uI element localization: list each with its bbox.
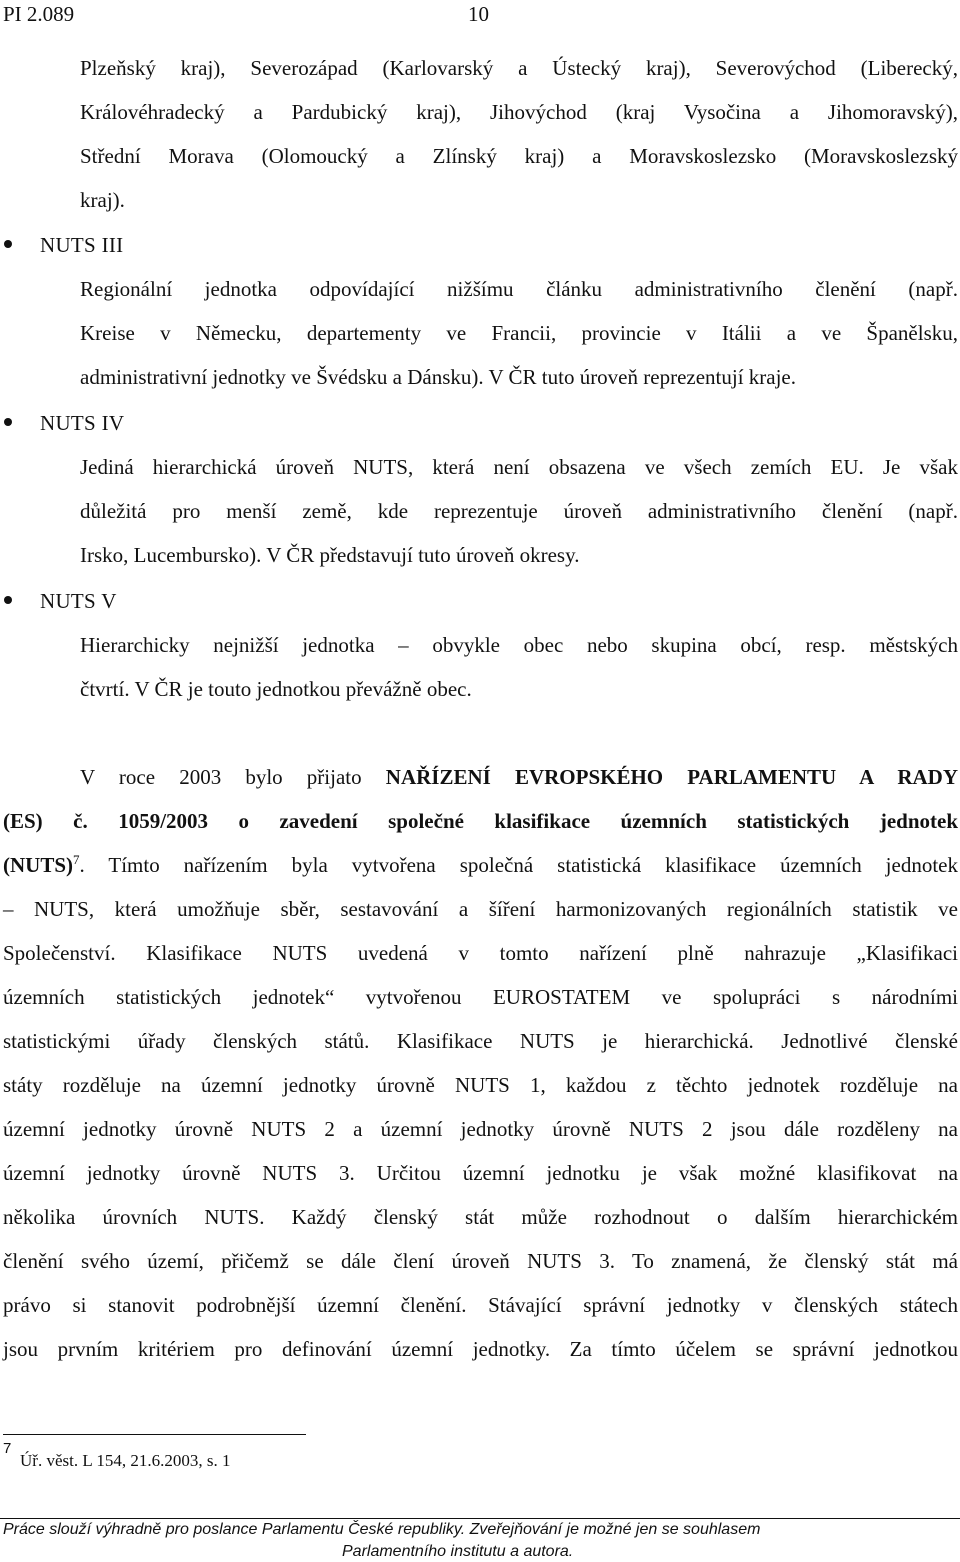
nuts3-line: administrativní jednotky ve Švédsku a Dánsku). V ČR tuto úroveň reprezentují kraje. xyxy=(80,365,796,389)
main-line-3-text: . Tímto nařízením byla vytvořena společná statistická klasifikace územních jednotek xyxy=(79,853,958,877)
main-line-1 xyxy=(80,767,958,788)
nuts5-title: NUTS V xyxy=(40,589,117,613)
footnote-text: Úř. věst. L 154, 21.6.2003, s. 1 xyxy=(20,1451,231,1470)
nuts4-line: Jediná hierarchická úroveň NUTS, která není obsazena ve všech zemích EU. Je však xyxy=(80,455,958,479)
nuts4-line: důležitá pro menší země, kde reprezentuje úroveň administrativního členění (např. xyxy=(80,499,958,523)
nuts3-line: Kreise v Německu, departementy ve Francii, provincie v Itálii a ve Španělsku, xyxy=(80,321,958,345)
intro-line: Střední Morava (Olomoucký a Zlínský kraj) a Moravskoslezsko (Moravskoslezský xyxy=(80,144,958,168)
nuts4-title: NUTS IV xyxy=(40,411,125,435)
regulation-title-cont: (ES) č. 1059/2003 o zavedení společné klasifikace územních statistických jednotek xyxy=(3,809,958,833)
main-line: – NUTS, která umožňuje sběr, sestavování a šíření harmonizovaných regionálních statistik ve xyxy=(3,897,958,921)
main-line: Společenství. Klasifikace NUTS uvedená v tomto nařízení plně nahrazuje „Klasifikaci xyxy=(3,941,958,965)
nuts3-line: Regionální jednotka odpovídající nižšímu článku administrativního členění (např. xyxy=(80,277,958,301)
bullet-icon xyxy=(4,596,12,604)
footnote-divider xyxy=(3,1434,306,1435)
document-code: PI 2.089 xyxy=(3,2,75,26)
footer-line-1: Práce slouží výhradně pro poslance Parlamentu České republiky. Zveřejňování je možné jen se souhlasem xyxy=(3,1521,761,1538)
intro-line: Plzeňský kraj), Severozápad (Karlovarský a Ústecký kraj), Severovýchod (Liberecký, xyxy=(80,56,958,80)
main-line: územních statistických jednotek“ vytvořenou EUROSTATEM ve spolupráci s národními xyxy=(3,985,958,1009)
regulation-title-end: (NUTS) xyxy=(3,853,74,877)
main-line-3 xyxy=(3,852,958,877)
footer-line-2: Parlamentního institutu a autora. xyxy=(342,1543,574,1560)
nuts4-line: Irsko, Lucembursko). V ČR představují tuto úroveň okresy. xyxy=(80,543,580,567)
page-number: 10 xyxy=(468,2,489,26)
bullet-icon xyxy=(4,240,12,248)
regulation-title: NAŘÍZENÍ EVROPSKÉHO PARLAMENTU A RADY xyxy=(385,765,958,789)
main-line: územní jednotky úrovně NUTS 2 a územní jednotky úrovně NUTS 2 jsou dále rozděleny na xyxy=(3,1117,958,1141)
nuts3-title: NUTS III xyxy=(40,233,124,257)
nuts5-line: čtvrtí. V ČR je touto jednotkou převážně obec. xyxy=(80,677,472,701)
main-line: statistickými úřady členských států. Klasifikace NUTS je hierarchická. Jednotlivé členské xyxy=(3,1029,958,1053)
main-line: územní jednotky úrovně NUTS 3. Určitou územní jednotku je však možné klasifikovat na xyxy=(3,1161,958,1185)
intro-line: Královéhradecký a Pardubický kraj), Jihovýchod (kraj Vysočina a Jihomoravský), xyxy=(80,100,958,124)
bullet-icon xyxy=(4,418,12,426)
main-line: členění svého území, přičemž se dále člení úroveň NUTS 3. To znamená, že členský stát má xyxy=(3,1249,958,1273)
main-line: státy rozděluje na územní jednotky úrovně NUTS 1, každou z těchto jednotek rozděluje na xyxy=(3,1073,958,1097)
main-line-2 xyxy=(3,811,958,832)
footer-divider xyxy=(0,1518,960,1519)
nuts5-line: Hierarchicky nejnižší jednotka – obvykle obec nebo skupina obcí, resp. městských xyxy=(80,633,958,657)
footnote-ref: 7 xyxy=(73,852,80,867)
main-line: několika úrovních NUTS. Každý členský stát může rozhodnout o dalším hierarchickém xyxy=(3,1205,958,1229)
main-line-1-text: V roce 2003 bylo přijato xyxy=(80,765,386,789)
footnote-number: 7 xyxy=(3,1440,12,1457)
intro-line: kraj). xyxy=(80,188,125,212)
main-line: právo si stanovit podrobnější územní členění. Stávající správní jednotky v členských státech xyxy=(3,1293,958,1317)
main-line: jsou prvním kritériem pro definování územní jednotky. Za tímto účelem se správní jednotkou xyxy=(3,1337,958,1361)
